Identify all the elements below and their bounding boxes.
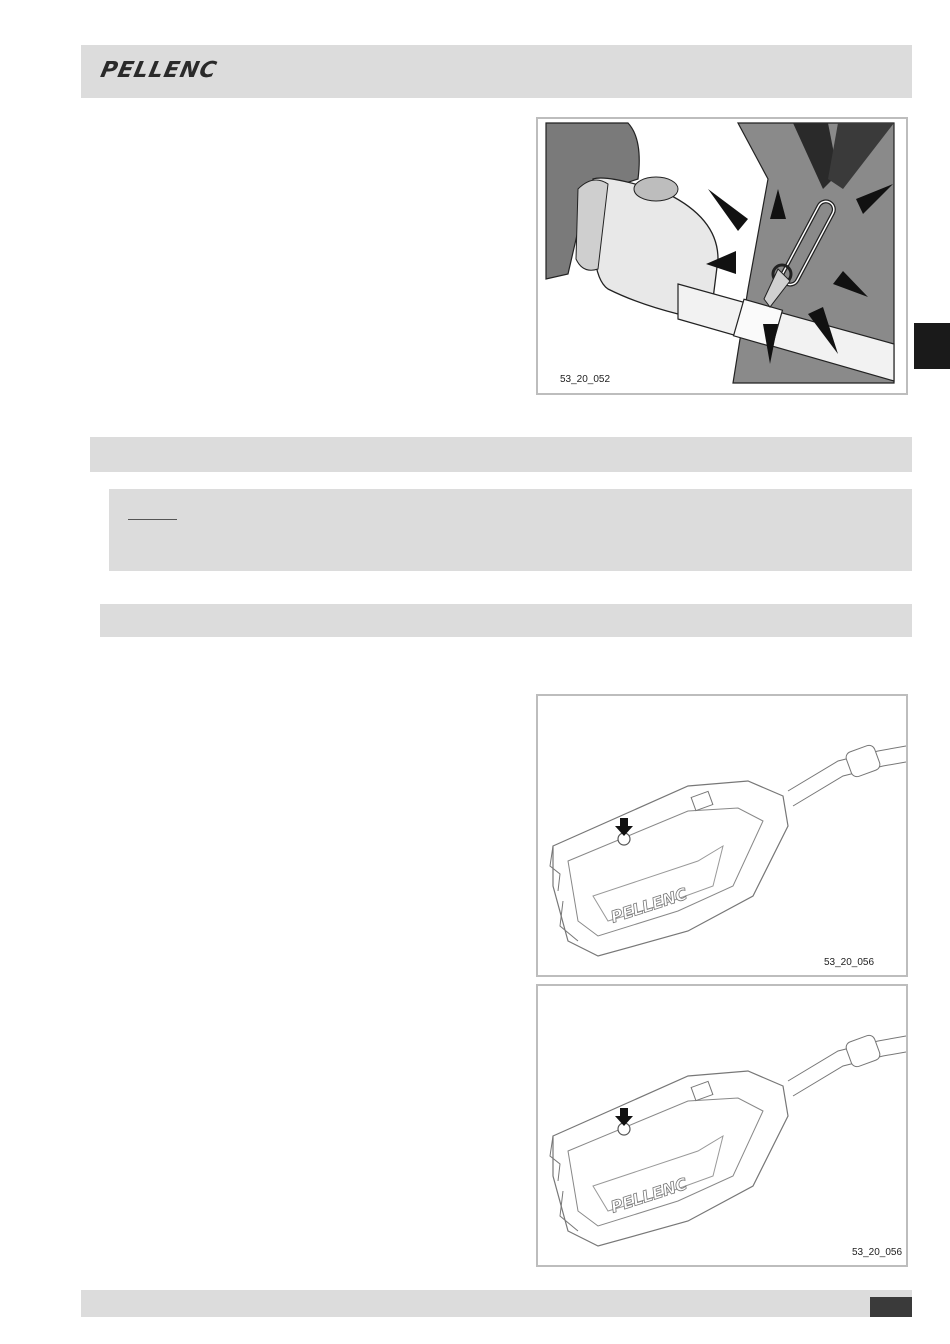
figure-tool-button-2 bbox=[536, 984, 908, 1267]
note-box bbox=[109, 489, 912, 571]
brand-logo: PELLENC bbox=[98, 58, 220, 83]
note-underline bbox=[128, 519, 177, 520]
tool-illustration-bottom bbox=[538, 986, 906, 1265]
subsection-header-band bbox=[100, 604, 912, 637]
tool-illustration-top bbox=[538, 696, 906, 975]
figure-caption: 53_20_056 bbox=[824, 957, 875, 968]
tool-brand-text: PELLENC bbox=[608, 1174, 690, 1217]
tool-brand-text: PELLENC bbox=[608, 884, 690, 927]
figure-tool-button-1 bbox=[536, 694, 908, 977]
chapter-tab bbox=[914, 323, 950, 369]
section-header-band bbox=[90, 437, 912, 472]
figure-caption: 53_20_052 bbox=[560, 374, 611, 385]
strap-illustration bbox=[538, 119, 906, 393]
header-bar bbox=[81, 45, 912, 98]
figure-strap-attachment bbox=[536, 117, 908, 395]
footer-bar bbox=[81, 1290, 912, 1317]
page-number-tab bbox=[870, 1297, 912, 1317]
figure-caption: 53_20_056 bbox=[852, 1247, 903, 1258]
